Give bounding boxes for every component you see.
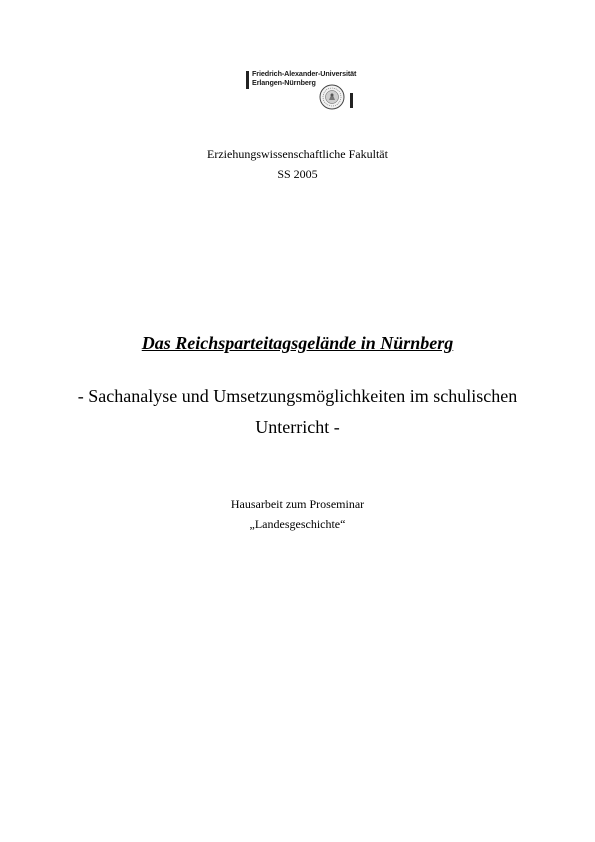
semester: SS 2005 [277, 167, 318, 181]
paper-type: Hausarbeit zum Proseminar [230, 497, 365, 511]
subtitle-line-1: - Sachanalyse und Umsetzungsmöglichkeiten im schulischen [77, 386, 518, 406]
subtitle-line-2: Unterricht - [255, 417, 340, 437]
faculty-name: Erziehungswissenschaftliche Fakultät [207, 147, 388, 161]
university-logo [246, 70, 356, 110]
logo-university-name: Friedrich-Alexander-Universität [252, 69, 357, 78]
university-seal-icon [319, 84, 345, 110]
seminar-name: „Landesgeschichte“ [249, 517, 346, 531]
logo-bar-right [350, 93, 353, 108]
document-title: Das Reichsparteitagsgelände in Nürnberg [141, 333, 454, 353]
logo-university-city: Erlangen-Nürnberg [252, 77, 316, 87]
logo-bar-left [246, 71, 249, 89]
